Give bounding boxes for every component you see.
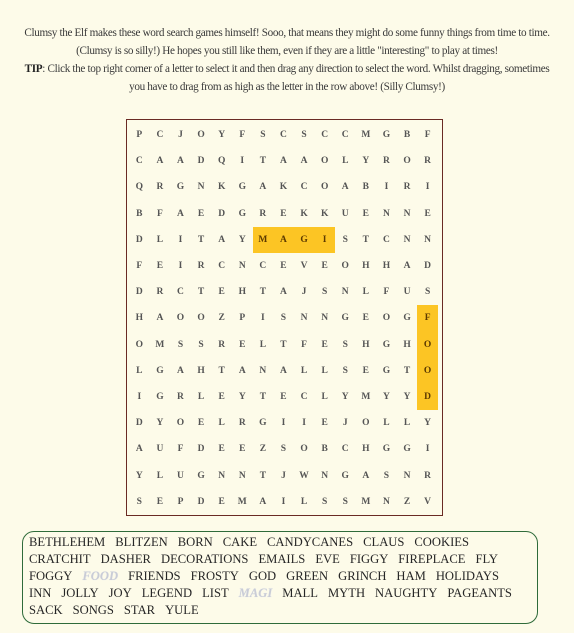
grid-letter[interactable]: F [424,130,431,141]
grid-letter[interactable]: A [259,496,267,507]
grid-letter[interactable]: E [218,391,225,402]
grid-letter[interactable]: A [156,156,164,167]
grid-letter[interactable]: F [383,287,390,298]
grid-letter[interactable]: L [156,470,164,481]
grid-letter[interactable]: F [177,444,184,455]
grid-letter[interactable]: E [218,444,225,455]
grid-letter[interactable]: E [362,208,369,219]
grid-letter[interactable]: N [259,365,267,376]
grid-letter[interactable]: S [342,365,348,376]
grid-letter[interactable]: F [239,130,246,141]
grid-letter[interactable]: G [341,313,349,324]
grid-letter[interactable]: C [341,444,349,455]
grid-letter[interactable]: R [156,287,164,298]
grid-letter[interactable]: C [135,156,143,167]
grid-letter[interactable]: K [300,208,308,219]
grid-letter[interactable]: C [300,182,308,193]
word-item: BLITZEN [115,535,168,549]
grid-letter[interactable]: H [238,287,246,298]
grid-letter[interactable]: K [279,182,288,193]
grid-letter[interactable]: H [197,365,205,376]
grid-letter[interactable]: Y [238,391,246,402]
grid-letter[interactable]: P [239,313,246,324]
grid-letter[interactable]: C [177,287,184,298]
grid-letter[interactable]: O [135,339,143,350]
grid-letter[interactable]: R [259,208,267,219]
tip-label: TIP [24,63,43,75]
grid-letter[interactable]: R [177,391,184,402]
grid-letter[interactable]: S [342,234,348,245]
grid-letter[interactable]: O [362,418,370,429]
grid-letter[interactable]: S [424,287,431,298]
grid-letter[interactable]: C [280,130,287,141]
grid-letter[interactable]: S [280,313,287,324]
grid-letter[interactable]: B [136,208,143,219]
grid-letter[interactable]: L [403,418,411,429]
grid-letter[interactable]: F [301,339,307,350]
grid-letter[interactable]: A [362,470,370,481]
grid-letter[interactable]: D [135,287,143,298]
grid-letter[interactable]: M [361,130,371,141]
grid-letter[interactable]: U [403,287,411,298]
grid-letter[interactable]: O [403,156,411,167]
grid-letter[interactable]: O [320,156,329,167]
word-item: FOGGY [29,569,73,583]
grid-letter[interactable]: Y [238,234,246,245]
grid-letter[interactable]: M [361,496,371,507]
grid-letter[interactable]: R [218,339,226,350]
grid-letter[interactable]: D [218,208,226,219]
grid-letter[interactable]: N [238,470,246,481]
grid-letter[interactable]: O [197,313,205,324]
grid-letter[interactable]: H [362,339,370,350]
grid-letter[interactable]: G [403,313,411,324]
grid-letter[interactable]: D [197,496,205,507]
grid-letter[interactable]: Y [156,418,164,429]
grid-letter[interactable]: N [321,470,329,481]
grid-letter[interactable]: B [362,182,369,193]
grid-letter[interactable]: I [281,496,286,507]
grid-letter[interactable]: K [320,208,329,219]
grid-letter[interactable]: N [218,470,226,481]
grid-letter[interactable]: M [361,391,371,402]
grid-letter[interactable]: H [403,339,411,350]
grid-letter[interactable]: G [259,418,267,429]
grid-letter[interactable]: T [259,470,267,481]
grid-letter[interactable]: A [280,287,287,298]
word-item: LEGEND [141,586,193,600]
grid-letter[interactable]: S [342,496,348,507]
grid-letter[interactable]: S [321,287,328,298]
grid-letter[interactable]: D [135,234,143,245]
grid-letter[interactable]: A [273,227,294,253]
word-item: CLAUS [363,535,405,549]
grid-letter[interactable]: D [417,384,438,410]
grid-letter[interactable]: A [238,365,246,376]
word-item: FLY [475,552,499,566]
grid-letter[interactable]: L [321,365,328,376]
grid-letter[interactable]: E [239,444,246,455]
grid-letter[interactable]: E [197,208,205,219]
word-item: MYTH [327,586,366,600]
grid-letter[interactable]: Z [259,444,267,455]
word-item: SONGS [72,603,114,617]
tip-line [10,60,564,78]
grid-letter[interactable]: T [280,339,287,350]
grid-letter[interactable]: I [178,234,183,245]
grid-letter[interactable]: L [300,496,308,507]
word-item: CANDYCANES [267,535,354,549]
grid-letter[interactable]: E [280,391,287,402]
grid-letter[interactable]: L [197,391,205,402]
grid-letter[interactable]: A [403,261,411,272]
grid-letter[interactable]: K [217,182,226,193]
grid-letter[interactable]: H [362,261,370,272]
word-item: COOKIES [414,535,469,549]
grid-letter[interactable]: R [156,182,164,193]
grid-letter[interactable]: C [259,261,267,272]
grid-letter[interactable]: J [178,130,183,141]
word-item: FIGGY [349,552,389,566]
grid-letter[interactable]: S [198,339,204,350]
grid-letter[interactable]: G [197,470,205,481]
grid-letter[interactable]: N [341,287,349,298]
grid-letter[interactable]: G [382,130,391,141]
grid-letter[interactable]: O [341,261,349,272]
found-word: MAGI [238,586,273,600]
grid-letter[interactable]: E [156,261,164,272]
grid-letter[interactable]: E [156,496,164,507]
grid-letter[interactable]: E [321,261,328,272]
grid-letter[interactable]: L [362,287,369,298]
grid-letter[interactable]: O [300,444,308,455]
word-item: JOY [108,586,132,600]
grid-letter[interactable]: A [259,182,267,193]
grid-letter[interactable]: Y [362,156,370,167]
grid-letter[interactable]: O [176,313,185,324]
grid-letter[interactable]: U [177,470,184,481]
grid-letter[interactable]: E [362,313,369,324]
grid-letter[interactable]: L [136,365,143,376]
grid-letter[interactable]: Y [403,391,411,402]
grid-letter[interactable]: T [259,287,267,298]
grid-letter[interactable]: N [382,208,390,219]
grid-letter[interactable]: N [238,261,246,272]
grid-letter[interactable]: S [342,339,348,350]
grid-letter[interactable]: G [382,444,391,455]
word-item: SACK [29,603,63,617]
grid-letter[interactable]: B [403,130,411,141]
grid-letter[interactable]: D [135,418,143,429]
grid-letter[interactable]: F [156,208,163,219]
word-item: INN [29,586,52,600]
grid-letter[interactable]: G [238,208,246,219]
grid-letter[interactable]: G [238,182,246,193]
word-search-board [126,119,443,516]
grid-letter[interactable]: R [238,418,246,429]
grid-letter[interactable]: D [197,444,205,455]
grid-letter[interactable]: I [178,261,183,272]
grid-letter[interactable]: E [321,339,328,350]
word-list [22,531,538,624]
word-item: MALL [282,586,318,600]
word-item: EVE [315,552,340,566]
grid-letter[interactable]: M [253,227,274,253]
grid-letter[interactable]: R [424,156,432,167]
word-item: BORN [177,535,213,549]
word-item: FROSTY [190,569,239,583]
grid-letter[interactable]: N [382,496,390,507]
grid-letter[interactable]: I [261,313,265,324]
grid-letter[interactable]: G [156,391,164,402]
word-item: NAUGHTY [375,586,438,600]
grid-letter[interactable]: J [301,287,307,298]
grid-letter[interactable]: D [197,156,205,167]
grid-letter[interactable]: A [280,365,287,376]
grid-letter[interactable]: Z [403,496,411,507]
grid-letter[interactable]: F [136,261,143,272]
grid-letter[interactable]: I [281,418,286,429]
grid-letter[interactable]: N [300,313,308,324]
grid-letter[interactable]: N [403,234,411,245]
grid-letter[interactable]: C [300,391,308,402]
grid-letter[interactable]: N [321,313,329,324]
grid-letter[interactable]: J [281,470,286,481]
grid-letter[interactable]: R [197,261,205,272]
intro-line-4: you have to drag from as high as the letter in the row above! (Silly Clumsy!) [129,81,445,93]
word-item: LIST [202,586,229,600]
grid-letter[interactable]: D [424,261,432,272]
grid-letter[interactable]: A [177,208,184,219]
grid-letter[interactable]: I [137,391,142,402]
grid-letter[interactable]: T [362,234,369,245]
word-item: STAR [123,603,156,617]
grid-letter[interactable]: O [417,332,438,358]
grid-letter[interactable]: L [383,418,390,429]
grid-letter[interactable]: I [425,444,430,455]
grid-letter[interactable]: O [197,130,205,141]
grid-letter[interactable]: G [403,444,411,455]
grid-letter[interactable]: S [301,130,307,141]
grid-letter[interactable]: T [197,234,205,245]
grid-letter[interactable]: L [321,391,328,402]
grid-letter[interactable]: E [239,339,246,350]
grid-letter[interactable]: E [218,496,225,507]
word-item: DASHER [100,552,151,566]
word-item: FRIENDS [128,569,181,583]
grid-letter[interactable]: S [280,444,287,455]
grid-letter[interactable]: P [136,130,143,141]
grid-letter[interactable]: E [197,418,205,429]
grid-letter[interactable]: A [280,156,287,167]
grid-letter[interactable]: O [176,418,185,429]
grid-letter[interactable]: O [382,313,391,324]
grid-letter[interactable]: B [321,444,328,455]
grid-letter[interactable]: Y [218,130,226,141]
grid-letter[interactable]: L [342,156,349,167]
grid-letter[interactable]: E [424,208,431,219]
grid-letter[interactable]: S [260,130,266,141]
grid-letter[interactable]: I [314,227,335,253]
grid-letter[interactable]: R [382,156,390,167]
grid-letter[interactable]: L [300,365,308,376]
word-item: EMAILS [258,552,306,566]
grid-letter[interactable]: N [424,234,432,245]
intro-line-1: Clumsy the Elf makes these word search games himself! Sooo, that means they might do some funny things from time to time. [24,27,550,39]
grid-letter[interactable]: C [382,234,390,245]
grid-letter[interactable]: A [177,365,184,376]
word-item: HOLIDAYS [435,569,500,583]
intro-line-2: (Clumsy is so silly!) He hopes you still like them, even if they are a little "interesting" to play at times! [76,45,498,57]
grid-letter[interactable]: V [424,496,432,507]
grid-letter[interactable]: H [135,313,143,324]
grid-letter[interactable]: H [362,444,370,455]
grid-letter[interactable]: A [218,234,226,245]
grid-letter[interactable]: Z [218,313,225,324]
letter-grid [129,122,438,515]
word-item: PAGEANTS [447,586,512,600]
grid-letter[interactable]: M [155,339,165,350]
grid-letter[interactable]: T [259,156,267,167]
grid-letter[interactable]: T [403,365,411,376]
grid-letter[interactable]: G [176,182,185,193]
grid-letter[interactable]: J [342,418,348,429]
grid-letter[interactable]: Y [424,418,432,429]
grid-letter[interactable]: E [280,208,287,219]
word-item: CAKE [222,535,258,549]
grid-letter[interactable]: O [417,358,438,384]
grid-letter[interactable]: C [156,130,164,141]
grid-letter[interactable]: Y [135,470,143,481]
grid-letter[interactable]: R [403,182,411,193]
grid-letter[interactable]: Y [341,391,349,402]
word-item: GREEN [286,569,329,583]
grid-letter[interactable]: I [425,182,430,193]
grid-letter[interactable]: G [341,470,349,481]
grid-letter[interactable]: I [302,418,306,429]
word-item: BETHLEHEM [29,535,106,549]
grid-letter[interactable]: C [341,130,349,141]
grid-letter[interactable]: A [135,444,143,455]
grid-letter[interactable]: N [197,182,205,193]
grid-letter[interactable]: F [417,305,438,331]
grid-letter[interactable]: L [259,339,267,350]
word-item: FIREPLACE [398,552,466,566]
word-item: JOLLY [61,586,99,600]
grid-letter[interactable]: L [218,418,225,429]
grid-letter[interactable]: P [177,496,184,507]
grid-letter[interactable]: G [382,339,391,350]
grid-letter[interactable]: A [300,156,308,167]
grid-letter[interactable]: S [177,339,184,350]
grid-letter[interactable]: E [280,261,287,272]
grid-letter[interactable]: C [218,261,226,272]
grid-letter[interactable]: U [156,444,164,455]
grid-letter[interactable]: L [156,234,164,245]
tip-text: : Click the top right corner of a letter to select it and then drag any direction to select the word. Whilst dragging, sometimes [42,63,550,75]
grid-letter[interactable]: A [156,313,164,324]
word-item: GOD [248,569,277,583]
grid-letter[interactable]: C [321,130,329,141]
grid-letter[interactable]: S [321,496,328,507]
word-item: GRINCH [338,569,387,583]
grid-letter[interactable]: W [299,470,309,481]
grid-letter[interactable]: U [341,208,349,219]
grid-letter[interactable]: Q [217,156,226,167]
grid-letter[interactable]: M [237,496,247,507]
grid-letter[interactable]: T [197,287,205,298]
grid-letter[interactable]: G [294,227,315,253]
grid-letter[interactable]: V [300,261,308,272]
found-word: FOOD [82,569,119,583]
word-item: CRATCHIT [29,552,91,566]
grid-letter[interactable]: E [218,287,225,298]
grid-letter[interactable]: G [156,365,164,376]
grid-letter[interactable]: Q [135,182,143,193]
grid-letter[interactable]: T [259,391,267,402]
grid-letter[interactable]: A [341,182,349,193]
grid-letter[interactable]: I [384,182,389,193]
grid-letter[interactable]: R [424,470,432,481]
grid-letter[interactable]: T [218,365,225,376]
grid-letter[interactable]: G [382,365,391,376]
grid-letter[interactable]: I [240,156,245,167]
instructions [10,24,564,96]
grid-letter[interactable]: E [362,365,369,376]
grid-letter[interactable]: H [382,261,391,272]
grid-letter[interactable]: Y [382,391,390,402]
grid-letter[interactable]: S [383,470,390,481]
grid-letter[interactable]: N [403,470,411,481]
grid-letter[interactable]: S [136,496,142,507]
grid-letter[interactable]: A [177,156,184,167]
grid-letter[interactable]: E [321,418,328,429]
grid-letter[interactable]: N [403,208,411,219]
word-item: YULE [165,603,199,617]
word-item: HAM [396,569,426,583]
grid-letter[interactable]: O [320,182,329,193]
word-item: DECORATIONS [160,552,249,566]
